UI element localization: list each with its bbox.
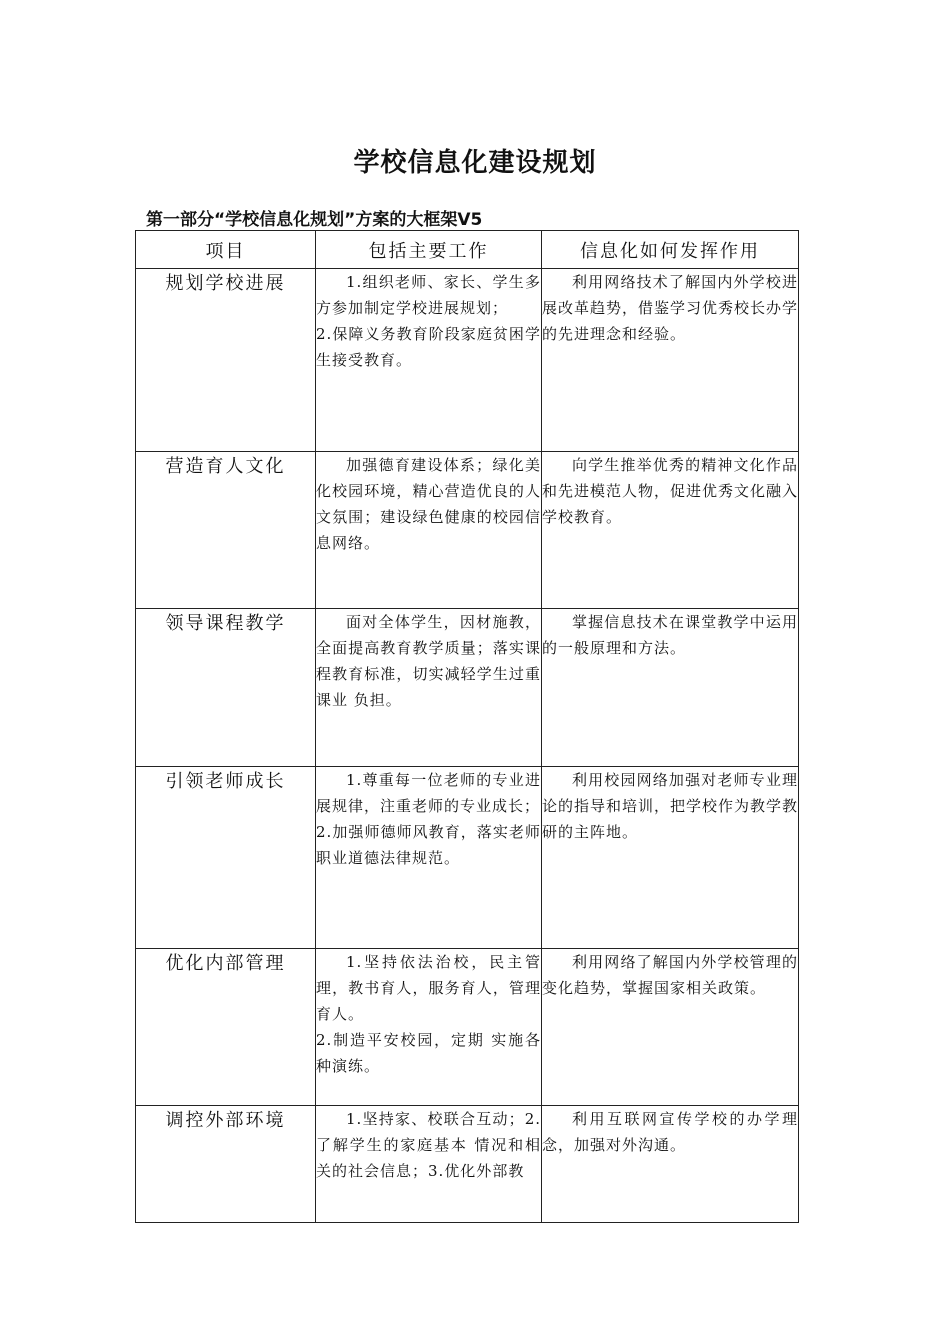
row-item: 调控外部环境 [136,1106,316,1223]
row-item: 优化内部管理 [136,949,316,1106]
row-info-text: 利用互联网宣传学校的办学理念，加强对外沟通。 [542,1110,798,1154]
row-info [542,452,799,609]
row-work-text: 1.组织老师、家长、学生多方参加制定学校进展规划； 2.保障义务教育阶段家庭贫困学生接受教育。 [316,273,541,369]
row-item: 营造育人文化 [136,452,316,609]
column-header-item: 项目 [136,231,316,269]
row-info-text: 掌握信息技术在课堂教学中运用的一般原理和方法。 [542,613,798,657]
row-item: 规划学校进展 [136,269,316,452]
row-info [542,1106,799,1223]
table-row [136,452,799,609]
row-info-text: 利用校园网络加强对老师专业理论的指导和培训，把学校作为教学教研的主阵地。 [542,771,799,841]
document-title: 学校信息化建设规划 [353,148,597,178]
row-info-text: 利用网络了解国内外学校管理的变化趋势，掌握国家相关政策。 [542,953,798,997]
row-info-text: 利用网络技术了解国内外学校进展改革趋势，借鉴学习优秀校长办学的先进理念和经验。 [542,273,799,343]
row-work [316,452,542,609]
row-work-text: 1.坚持家、校联合互动；2.了解学生的家庭基本 情况和相关的社会信息；3.优化外部教 [316,1110,541,1180]
row-work [316,767,542,949]
row-work-text: 面对全体学生，因材施教，全面提高教育教学质量；落实课程教育标准，切实减轻学生过重课业 负担。 [316,613,541,709]
row-work [316,949,542,1106]
column-header-work: 包括主要工作 [316,231,542,269]
row-info [542,767,799,949]
table-row [136,767,799,949]
table-row [136,269,799,452]
column-header-info: 信息化如何发挥作用 [542,231,799,269]
table-header-row [136,231,799,269]
section-heading: 第一部分“学校信息化规划”方案的大框架V5 [146,210,483,230]
row-work [316,609,542,767]
row-item: 领导课程教学 [136,609,316,767]
table-row [136,949,799,1106]
row-info [542,269,799,452]
table-row [136,1106,799,1223]
plan-table [135,230,799,1223]
row-work [316,1106,542,1223]
row-info [542,949,799,1106]
row-work [316,269,542,452]
row-info [542,609,799,767]
table-row [136,609,799,767]
row-work-text: 1.尊重每一位老师的专业进展规律，注重老师的专业成长； 2.加强师德师风教育，落实老师职业道德法律规范。 [316,771,541,867]
row-work-text: 加强德育建设体系；绿化美化校园环境，精心营造优良的人文氛围；建设绿色健康的校园信息网络。 [316,456,541,552]
row-item: 引领老师成长 [136,767,316,949]
row-info-text: 向学生推举优秀的精神文化作品和先进模范人物，促进优秀文化融入学校教育。 [542,456,799,526]
row-work-text: 1.坚持依法治校，民主管理，教书育人，服务育人，管理育人。 2.制造平安校园，定期 实施各种演练。 [316,953,541,1075]
